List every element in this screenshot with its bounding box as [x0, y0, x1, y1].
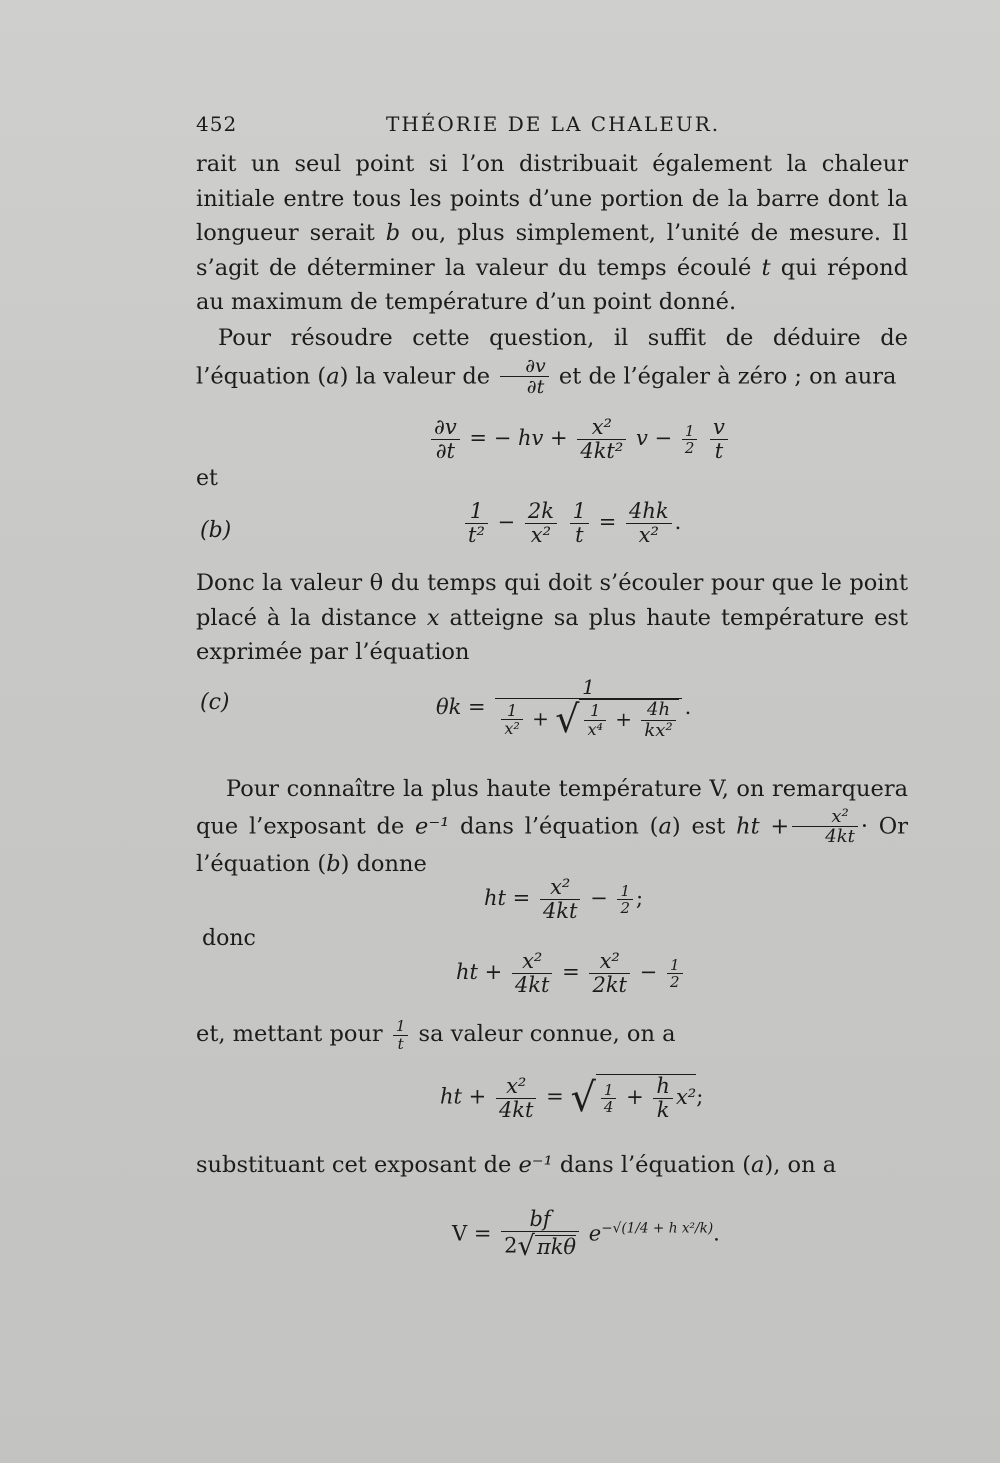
paragraph-6: substituant cet exposant de e⁻¹ dans l’équation (a), on a — [196, 1152, 837, 1178]
word-donc: donc — [202, 926, 256, 951]
paragraph-3: Donc la valeur θ du temps qui doit s’écouler pour que le point placé à la distance x atteigne sa plus haute température est exprimée par l’équation — [196, 570, 909, 665]
equation-b: $\frac{1}{\text{t²}}$ − $\frac{2k}{\text{x²}}$ $\frac{1}{t}$ = $\frac{4hk}{\text{x²}}$ . — [462, 500, 681, 547]
paragraph-2: Pour résoudre cette question, il suffit de déduire de l’équation (a) la valeur de $\frac{\partial v}{\partial t}$ et de l’égaler à zéro ; on aura — [196, 325, 908, 399]
equation-dv-dt: $\frac{\partial v}{\partial t}$ = − hv + $\frac{\text{x²}}{\text{4kt²}}$ v − $\frac{1}{2}$ $\frac{v}{t}$ — [428, 416, 731, 463]
equation-V: V = $\frac{bf}{\text{2√πkθ}}$ $e^{-√(1/4 + h x^2/k)}$. — [452, 1207, 720, 1263]
equation-c: θk = 1 $\frac{1}{\text{x²}}$ + √ $\frac{1}{\text{x⁴}}$ + $\frac{4h}{\text{kx²}}$ . — [436, 675, 692, 741]
equation-label-b: (b) — [200, 518, 232, 543]
page-number: 452 — [196, 112, 238, 136]
equation-sqrt: ht + $\frac{\text{x²}}{4kt}$ = √ $\frac{1}{4}$ + $\frac{h}{k}$ x²; — [440, 1073, 704, 1123]
paragraph-4: Pour connaître la plus haute température V, on remarquera que l’exposant de e⁻¹ dans l’équation (a) est ht + $\frac{\text{x²}}{4kt}$ · Or l’équation (b) donne — [196, 776, 908, 878]
equation-label-c: (c) — [200, 690, 230, 715]
running-title: THÉORIE DE LA CHALEUR. — [386, 112, 721, 136]
page-header — [196, 112, 916, 142]
word-et: et — [196, 466, 218, 491]
equation-ht: ht = $\frac{\text{x²}}{4kt}$ − $\frac{1}{2}$ ; — [484, 875, 644, 924]
paragraph-5: et, mettant pour $\frac{1}{t}$ sa valeur connue, on a — [196, 1017, 676, 1053]
paragraph-1: rait un seul point si l’on distribuait également la chaleur initiale entre tous les points d’une portion de la barre dont la longueur serait b ou, plus simplement, l’unité de mesure. Il s’agit de déterminer la valeur du temps écoulé t qui répond au maximum de température d’un point donné. — [196, 151, 908, 315]
equation-ht-sum: ht + $\frac{\text{x²}}{4kt}$ = $\frac{\text{x²}}{2kt}$ − $\frac{1}{2}$ — [456, 950, 686, 997]
